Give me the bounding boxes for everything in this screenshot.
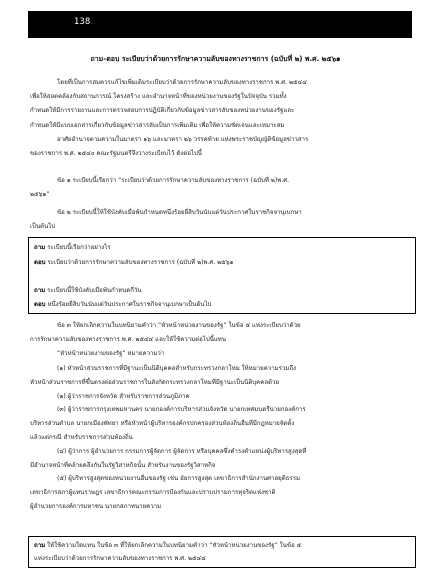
definition-line: (๑) หัวหน้าส่วนราชการที่มีฐานะเป็นนิติบุคคลสำหรับกระทรวงกลาโหม ให้หมายความรวมถึง [57,365,297,372]
qa-text: ระเบียบว่าด้วยการรักษาความลับของทางราชการ (ฉบับที่ ๒)พ.ศ. ๒๕๖๑ [47,259,234,266]
page-number: 138 [74,17,91,27]
definition-line: (๒) ผู้ว่าราชการจังหวัด สำหรับราชการส่วนภูมิภาค [57,392,190,400]
qa-answer-1 [34,257,234,267]
definition-line: บริหารส่วนตำบล นายกเมืองพัทยา หรือหัวหน้าผู้บริหารองค์กรปกครองส่วนท้องถิ่นอื่นที่มีกฎหมายจัดตั้ง [30,420,295,428]
clause-2 [30,206,414,234]
qa-text: หนึ่งร้อยยี่สิบวันนับแต่วันประกาศในราชกิจจานุเบกษาเป็นต้นไป [47,301,212,308]
intro-line: กำหนดให้มีแบบเอกสารเกี่ยวกับข้อมูลข่าวสารลับเป็นการเพิ่มเติม เพื่อให้ความชัดเจนและเหมาะสม [30,121,285,129]
qa-text: ระเบียบนี้เรียกว่าอย่างไร [47,244,111,251]
definition-line: หัวหน้าส่วนราชการที่ขึ้นตรงต่อส่วนราชการในสังกัดกระทรวงกลาโหมที่มีฐานะเป็นนิติบุคคลด้วย [30,378,280,386]
qa-box-2 [28,536,416,568]
qa-label: ถาม [34,542,46,549]
qa-label: ถาม [34,244,46,251]
qa-answer-2 [34,299,211,309]
qa-label: ตอบ [34,259,46,266]
qa-text: ระเบียบนี้ใช้บังคับเมื่อพ้นกำหนดกี่วัน [47,287,142,294]
definition-line: (๓) ผู้ว่าราชการกรุงเทพมหานคร นายกองค์การบริหารส่วนจังหวัด นายกเทศมนตรีนายกองค์การ [57,406,306,414]
intro-line: เพื่อให้สอดคล้องกับสถานการณ์ โครงสร้าง และอำนาจหน้าที่ของหน่วยงานของรัฐในปัจจุบัน รวมทั้ง [30,93,287,101]
qa-question-2 [34,285,142,295]
intro-line: อาศัยอำนาจตามความในมาตรา ๑๖ และมาตรา ๒๖ วรรคท้าย แห่งพระราชบัญญัติข้อมูลข่าวสาร [57,135,309,143]
clause-line: ข้อ ๒ ระเบียบนี้ให้ใช้บังคับเมื่อพ้นกำหนดหนึ่งร้อยยี่สิบวันนับแต่วันประกาศในราชกิจจานุเบกษา [57,209,302,216]
clause-3 [30,319,414,362]
clause-line: ๒๕๖๑” [30,191,50,199]
clause-line: ข้อ ๓ ให้ยกเลิกความในบทนิยามคำว่า “หัวหน้าหน่วยงานของรัฐ” ในข้อ ๕ แห่งระเบียบว่าด้วย [57,322,301,329]
definition-line: (๕) ผู้บริหารสูงสุดของหน่วยงานอื่นของรัฐ เช่น อัยการสูงสุด เลขาธิการสำนักงานศาลยุติธรรม [57,475,300,483]
definition-line: มีอำนาจหน้าที่คล้ายคลึงกันในรัฐวิสาหกิจนั้น สำหรับงานของรัฐวิสาหกิจ [30,461,216,469]
qa-text: แห่งระเบียบว่าด้วยการรักษาความลับของทางราชการ พ.ศ. ๒๕๔๔ [34,555,206,562]
clause-line: “หัวหน้าหน่วยงานของรัฐ” หมายความว่า [57,350,165,358]
definition-line: ผู้อำนวยการองค์การมหาชน นายกสภาทนายความ [30,502,162,510]
intro-line: ของราชการ พ.ศ. ๒๕๔๐ คณะรัฐมนตรีจึงวางระเบียบไว้ ดังต่อไปนี้ [30,150,202,158]
qa-question-1 [34,242,111,252]
qa-text: ให้ใช้ความใดแทน ในข้อ ๓ ที่ให้ยกเลิกความในบทนิยามคำว่า “หัวหน้าหน่วยงานของรัฐ” ในข้อ ๕ [47,542,302,549]
definition-line: แล้วแต่กรณี สำหรับราชการส่วนท้องถิ่น [30,433,133,441]
clause-line: การรักษาความลับของทางราชการ พ.ศ. ๒๕๔๔ และให้ใช้ความต่อไปนี้แทน [30,336,226,344]
clause-line: ข้อ ๑ ระเบียบนี้เรียกว่า “ระเบียบว่าด้วยการรักษาความลับของทางราชการ (ฉบับที่ ๒)พ.ศ. [57,177,290,184]
definition-line: เลขาธิการสภาผู้แทนราษฎร เลขาธิการคณะกรรมการป้องกันและปราบปรามการทุจริตแห่งชาติ [30,489,276,497]
qa-label: ตอบ [34,301,46,308]
clause-line: เป็นต้นไป [30,223,56,231]
document-title: ถาม-ตอบ ระเบียบว่าด้วยการรักษาความลับของทางราชการ (ฉบับที่ ๒) พ.ศ. ๒๕๖๑ [90,55,341,63]
intro-line: โดยที่เป็นการสมควรแก้ไขเพิ่มเติมระเบียบว่าด้วยการรักษาความลับของทางราชการ พ.ศ. ๒๕๔๔ [57,79,307,86]
page-header-bar [28,11,412,38]
qa-box-1 [28,237,416,314]
definition-line: (๔) ผู้ว่าการ ผู้อำนวยการ กรรมการผู้จัดการ ผู้จัดการ หรือบุคคลซึ่งดำรงตำแหน่งผู้บริหารสูงสุดที่ [57,447,307,455]
definitions-list [30,362,414,514]
intro-paragraph [30,76,414,161]
qa-label: ถาม [34,287,46,294]
qa-question-3 [34,540,301,550]
qa-question-3-cont [34,553,206,563]
clause-1 [30,174,414,202]
intro-line: กำหนดให้มีการรายงานและการตรวจสอบการปฏิบัติเกี่ยวกับข้อมูลข่าวสารลับของหน่วยงานของรัฐและ [30,107,295,115]
